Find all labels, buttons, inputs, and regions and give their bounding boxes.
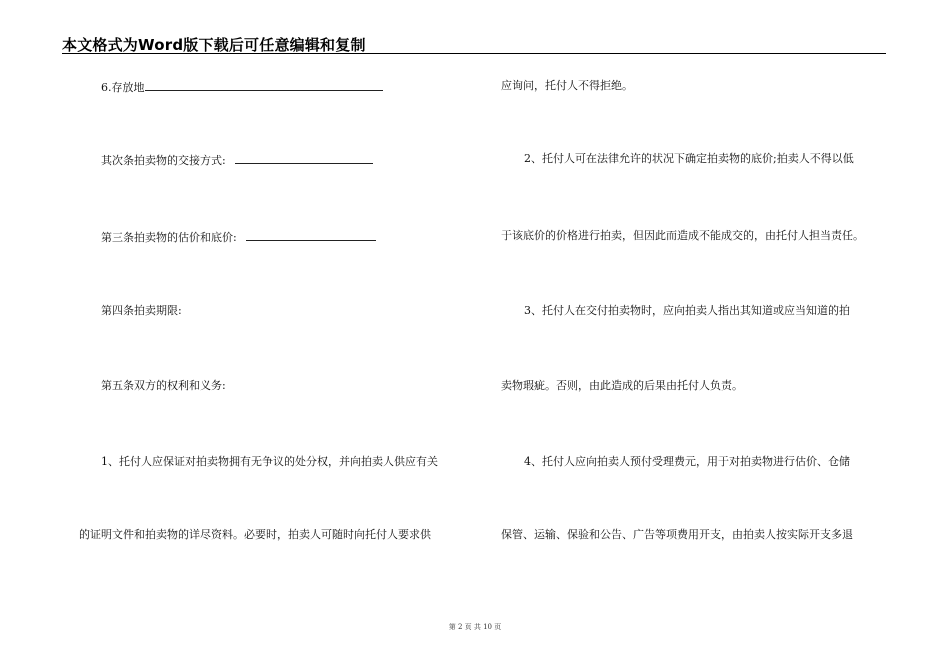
paragraph-clause-4: 4、托付人应向拍卖人预付受理费元，用于对拍卖物进行估价、仓储 <box>524 455 850 468</box>
paragraph-clause-1: 1、托付人应保证对拍卖物拥有无争议的处分权，并向拍卖人供应有关 <box>101 455 438 468</box>
paragraph-clause-2: 2、托付人可在法律允许的状况下确定拍卖物的底价;拍卖人不得以低 <box>524 152 854 165</box>
document-header-title: 本文格式为Word版下载后可任意编辑和复制 <box>62 36 366 54</box>
paragraph-article-2 <box>101 152 373 168</box>
paragraph-article-5: 第五条双方的权利和义务: <box>101 379 226 392</box>
paragraph-clause-1-cont: 的证明文件和拍卖物的详尽资料。必要时，拍卖人可随时向托付人要求供 <box>79 528 431 541</box>
article-3-blank <box>246 229 376 241</box>
storage-location-label: 6.存放地 <box>101 81 145 94</box>
article-2-blank <box>235 152 373 164</box>
paragraph-storage-location <box>101 79 383 95</box>
paragraph-clause-3-cont: 卖物瑕疵。否则，由此造成的后果由托付人负责。 <box>501 379 743 392</box>
storage-location-blank <box>145 79 383 91</box>
right-column <box>478 0 918 672</box>
paragraph-article-3 <box>101 229 376 245</box>
paragraph-article-4: 第四条拍卖期限: <box>101 304 182 317</box>
paragraph-clause-3: 3、托付人在交付拍卖物时，应向拍卖人指出其知道或应当知道的拍 <box>524 304 850 317</box>
paragraph-clause-4-cont: 保管、运输、保验和公告、广告等项费用开支，由拍卖人按实际开支多退 <box>501 528 853 541</box>
article-3-label: 第三条拍卖物的估价和底价: <box>101 231 237 244</box>
article-2-label: 其次条拍卖物的交接方式: <box>101 154 226 167</box>
paragraph-right-1: 应询问，托付人不得拒绝。 <box>501 79 633 92</box>
left-column <box>0 0 438 672</box>
paragraph-clause-2-cont: 于该底价的价格进行拍卖，但因此而造成不能成交的，由托付人担当责任。 <box>501 229 864 242</box>
page-number-footer: 第 2 页 共 10 页 <box>448 623 502 631</box>
